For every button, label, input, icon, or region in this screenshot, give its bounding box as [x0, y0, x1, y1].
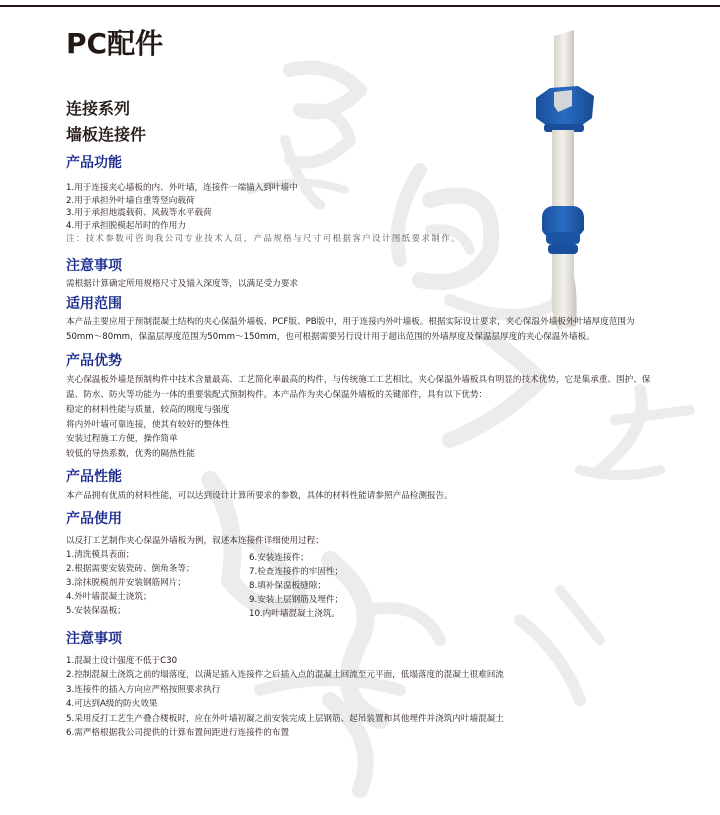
usage-step: 5.安装保温板；: [66, 605, 126, 616]
advantage-item: 安装过程施工方便，操作简单: [66, 434, 178, 444]
advantage-item: 将内外叶墙可靠连接，使其有较好的整体性: [66, 419, 230, 430]
function-item: 3.用于承担地震载荷、风载等水平载荷: [66, 208, 212, 218]
notice-item: 4.可达到A级的防火效果: [66, 699, 158, 710]
section-title-notice: 注意事项: [66, 257, 122, 274]
section-title-usage: 产品使用: [66, 510, 122, 527]
usage-step: 4.外叶墙混凝土浇筑；: [66, 591, 152, 602]
function-item: 2.用于承担外叶墙自重等竖向载荷: [66, 195, 195, 206]
usage-step: 3.涂抹脱模剂并安装钢筋网片；: [66, 577, 186, 588]
scope-text: 本产品主要应用于预制混凝土结构的夹心保温外墙板、PCF版、PB版中，用于连接内外叶墙板。根据实际设计要求，夹心保温外墙板外叶墙厚度范围为50mm～80mm，保温层厚度范围为50mm～150mm，也可根据需要另行设计用于超出范围的外墙厚度及保温层厚度的夹心保温外墙板。: [66, 317, 635, 342]
notice-item: 6.需严格根据我公司提供的计算布置间距进行连接件的布置: [66, 728, 290, 739]
function-note: 注：技术参数可咨询我公司专业技术人员，产品规格与尺寸可根据客户设计图纸要求制作。: [66, 233, 461, 243]
advantage-text: 夹心保温板外墙是预制构件中技术含量最高、工艺简化率最高的构件，与传统施工工艺相比，夹心保温外墙板具有明显的技术优势，它是集承重、围护、保温、防水、防火等功能为一体的重要装配式预制构件。本产品作为夹心保温外墙板的关键部件，具有以下优势：: [66, 375, 651, 400]
function-item: 1.用于连接夹心墙板的内、外叶墙，连接件一端锚入到叶墙中: [66, 183, 298, 193]
function-item: 4.用于承担脱模起吊时的作用力: [66, 220, 186, 231]
usage-steps: [66, 548, 666, 621]
usage-step: 6.安装连接件；: [249, 552, 309, 563]
performance-text: 本产品拥有优质的材料性能，可以达到设计计算所要求的参数，具体的材料性能请参照产品检测报告。: [66, 491, 453, 501]
section-title-scope: 适用范围: [66, 296, 122, 312]
advantage-item: 稳定的材料性能与质量，较高的刚度与强度: [66, 405, 230, 415]
usage-intro: 以反打工艺制作夹心保温外墙板为例，叙述本连接件详细使用过程；: [66, 535, 324, 546]
section-title-function: 产品功能: [66, 155, 122, 171]
section-title-performance: 产品性能: [66, 469, 122, 485]
usage-step: 8.填补保温板缝隙；: [249, 580, 326, 591]
section-title-notice-2: 注意事项: [66, 630, 122, 647]
notice-item: 1.混凝土设计强度不低于C30: [66, 655, 178, 666]
advantage-item: 较低的导热系数，优秀的隔热性能: [66, 448, 195, 459]
notice-text: 需根据计算确定所用规格尺寸及锚入深度等，以满足受力要求: [66, 278, 299, 289]
notice-item: 5.采用反打工艺生产叠合楼板时，应在外叶墙初凝之前安装完成上层钢筋、起吊装置和其他埋件并浇筑内叶墙混凝土: [66, 713, 504, 724]
notice-item: 2.控制混凝土浇筑之前的塌落度，以满足插入连接件之后插入点的混凝土回流至元平面，低塌落度的混凝土很难回流: [66, 670, 504, 681]
usage-step: 1.清洗模具表面；: [66, 549, 135, 560]
section-title-advantage: 产品优势: [66, 353, 122, 369]
usage-steps-right: [249, 548, 499, 621]
usage-steps-left: [66, 548, 249, 621]
top-rule: [0, 5, 720, 7]
usage-step: 9.安装上层钢筋及埋件；: [249, 594, 344, 605]
page-title: PC配件: [66, 27, 164, 60]
series-title: 连接系列: [66, 99, 131, 118]
usage-step: 2.根据需要安装瓷砖、倒角条等；: [66, 563, 195, 574]
content: [66, 153, 666, 741]
product-title: 墙板连接件: [66, 125, 147, 144]
usage-step: 10.内叶墙混凝土浇筑。: [249, 608, 341, 619]
usage-step: 7.检查连接件的牢固性；: [249, 566, 344, 577]
notice-item: 3.连接件的插入方向应严格按照要求执行: [66, 684, 221, 695]
